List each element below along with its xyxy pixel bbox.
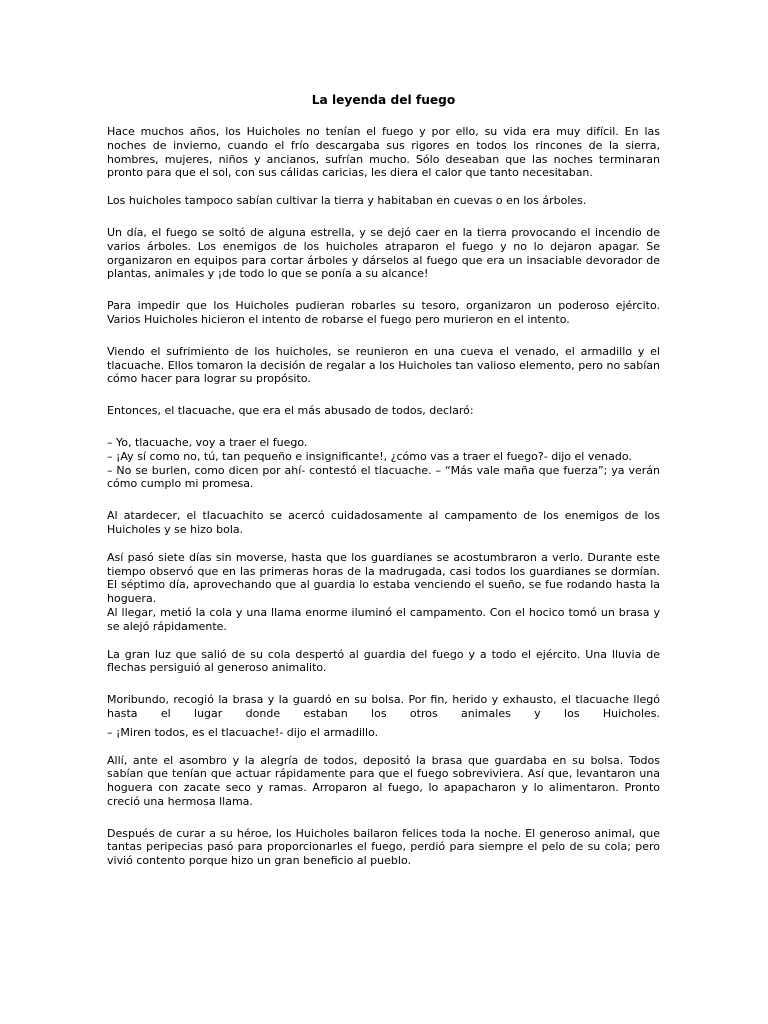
paragraph-arrows: La gran luz que salió de su cola despertó al guardia del fuego y a todo el ejército. Una lluvia de flechas persiguió al generoso animalito. — [107, 647, 660, 675]
paragraph-seven-days-part1: Así pasó siete días sin moverse, hasta que los guardianes se acostumbraron a verlo. Durante este tiempo observó que en las primeras horas de la madrugada, casi todos los guardianes se dormían. El séptimo día, aprovechando que al guardia lo estaba venciendo el sueño, se fue rodando hasta la hoguera. — [107, 550, 660, 606]
paragraph-declaration: Entonces, el tlacuache, que era el más abusado de todos, declaró: — [107, 404, 474, 418]
document-page — [107, 92, 660, 882]
document-title: La leyenda del fuego — [311, 93, 456, 107]
paragraph-seven-days — [107, 551, 660, 634]
paragraph-intro: Hace muchos años, los Huicholes no tenían el fuego y por ello, su vida era muy difícil. En las noches de invierno, cuando el frío descargaba sus rigores en todos los rincones de la sierra, hombres, mujeres, niños y ancianos, sufrían mucho. Sólo deseaban que las noches terminaran pronto para que el sol, con sus cálidas caricias, les diera el calor que tanto necesitaban. — [107, 125, 660, 180]
paragraph-fire-origin: Un día, el fuego se soltó de alguna estrella, y se dejó caer en la tierra provocando el incendio de varios árboles. Los enemigos de los huicholes atraparon el fuego y no lo dejaron apagar. Se organizaron en equipos para cortar árboles y dárselos al fuego que era un insaciable devorador de plantas, animales y ¡de todo lo que se ponía a su alcance! — [107, 225, 660, 281]
dialogue-block — [107, 436, 660, 491]
paragraph-seven-days-part2: Al llegar, metió la cola y una llama enorme iluminó el campamento. Con el hocico tomó un brasa y se alejó rápidamente. — [107, 605, 660, 633]
paragraph-cultivation: Los huicholes tampoco sabían cultivar la tierra y habitaban en cuevas o en los árboles. — [107, 194, 587, 208]
dialogue-line-venado: – ¡Ay sí como no, tú, tan pequeño e insignificante!, ¿cómo vas a traer el fuego?- dijo el venado. — [107, 449, 632, 463]
paragraph-bonfire: Allí, ante el asombro y la alegría de todos, depositó la brasa que guardaba en su bolsa. Todos sabían que tenían que actuar rápidamente para que el fuego sobreviviera. Así que, levantaron una hoguera con zacate seco y ramas. Arroparon al fuego, lo apapacharon y lo alimentaron. Pronto creció una hermosa llama. — [107, 753, 660, 808]
paragraph-meeting: Viendo el sufrimiento de los huicholes, se reunieron en una cueva el venado, el armadillo y el tlacuache. Ellos tomaron la decisión de regalar a los Huicholes tan valioso elemento, pero no sabían cómo hacer para lograr su propósito. — [107, 344, 660, 386]
paragraph-approach: Al atardecer, el tlacuachito se acercó cuidadosamente al campamento de los enemigos de los Huicholes y se hizo bola. — [107, 509, 660, 536]
dialogue-line-tlacuache: – Yo, tlacuache, voy a traer el fuego. — [107, 435, 308, 449]
paragraph-arrival: Moribundo, recogió la brasa y la guardó en su bolsa. Por fin, herido y exhausto, el tlacuache llegó hasta el lugar donde estaban los otros animales y los Huicholes. — [107, 693, 660, 720]
paragraph-armadillo-shout: – ¡Miren todos, es el tlacuache!- dijo el armadillo. — [107, 725, 379, 739]
paragraph-army: Para impedir que los Huicholes pudieran robarles su tesoro, organizaron un poderoso ejército. Varios Huicholes hicieron el intento de robarse el fuego pero murieron en el intento. — [107, 299, 660, 326]
dialogue-line-reply: – No se burlen, como dicen por ahí- contestó el tlacuache. – “Más vale maña que fuerza”; ya verán cómo cumplo mi promesa. — [107, 463, 660, 491]
paragraph-ending: Después de curar a su héroe, los Huicholes bailaron felices toda la noche. El generoso animal, que tantas peripecias pasó para proporcionarles el fuego, perdió para siempre el pelo de su cola; pero vivió contento porque hizo un gran beneficio al pueblo. — [107, 826, 660, 868]
